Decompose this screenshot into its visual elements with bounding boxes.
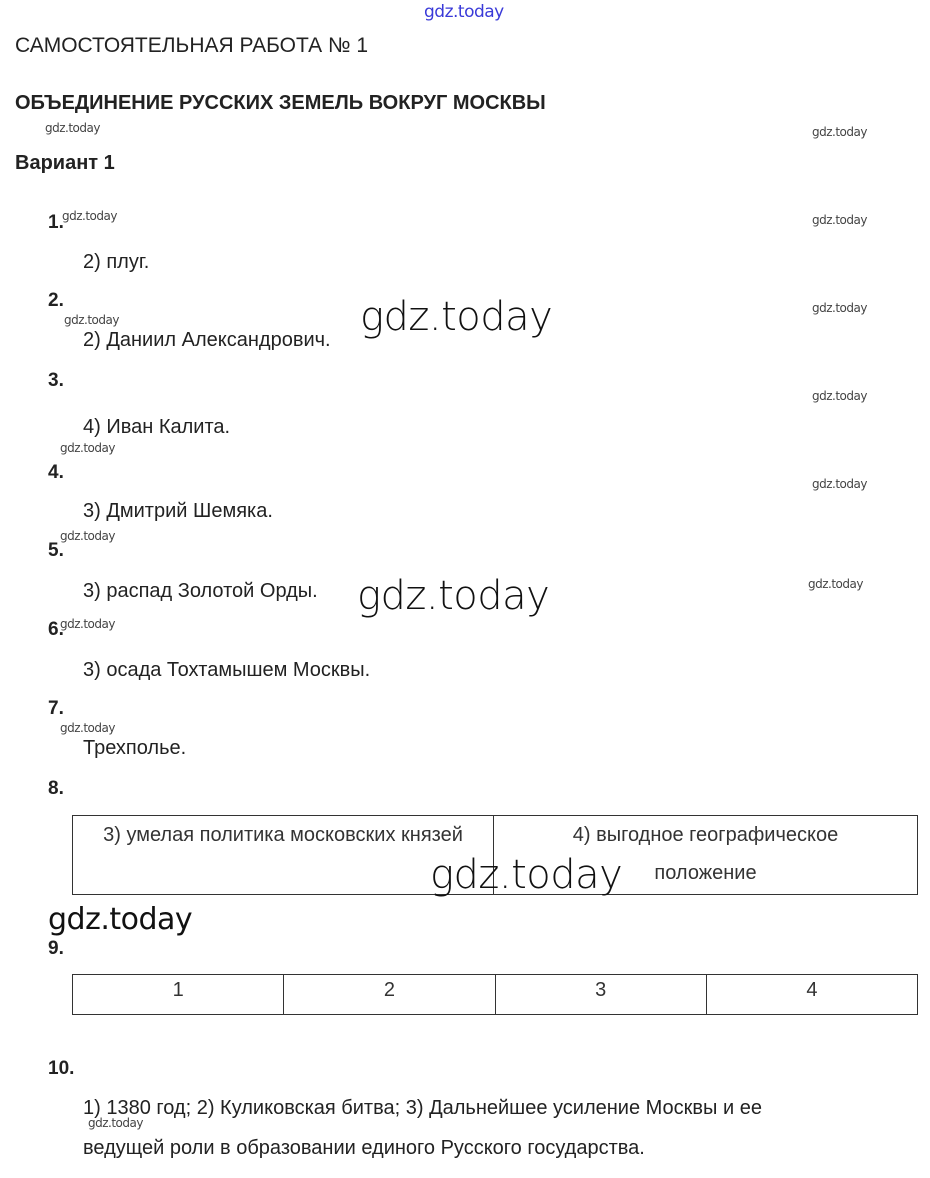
answer-text: 4) Иван Калита. xyxy=(83,416,231,438)
watermark: gdz.today xyxy=(64,313,119,327)
watermark: gdz.today xyxy=(60,441,115,455)
table-cell: 3) умелая политика московских князей xyxy=(73,816,494,895)
watermark: gdz.today xyxy=(62,209,117,223)
watermark: gdz.today xyxy=(424,2,504,22)
question-number: 2. xyxy=(48,290,64,311)
question-number: 7. xyxy=(48,698,64,719)
watermark: gdz.today xyxy=(808,577,863,591)
watermark: gdz.today xyxy=(88,1116,143,1130)
table-cell: 1 xyxy=(73,975,284,1015)
table-cell: 4) выгодное географическое положение xyxy=(494,816,918,895)
variant-heading: Вариант 1 xyxy=(15,152,115,174)
answer-table-9 xyxy=(72,974,918,1015)
watermark: gdz.today xyxy=(60,617,115,631)
watermark: gdz.today xyxy=(430,852,623,898)
watermark: gdz.today xyxy=(812,389,867,403)
question-number: 1. xyxy=(48,212,64,233)
watermark: gdz.today xyxy=(812,213,867,227)
answer-text: 2) Даниил Александрович. xyxy=(83,329,331,351)
question-number: 3. xyxy=(48,370,64,391)
answer-text: 2) плуг. xyxy=(83,251,150,273)
watermark: gdz.today xyxy=(812,301,867,315)
answer-text: 3) Дмитрий Шемяка. xyxy=(83,500,273,522)
question-number: 6. xyxy=(48,619,64,640)
answer-text: Трехполье. xyxy=(83,737,187,759)
answer-text: 3) распад Золотой Орды. xyxy=(83,580,318,602)
watermark: gdz.today xyxy=(60,721,115,735)
watermark: gdz.today xyxy=(360,294,553,340)
watermark: gdz.today xyxy=(60,529,115,543)
question-number: 10. xyxy=(48,1058,75,1079)
topic-heading: ОБЪЕДИНЕНИЕ РУССКИХ ЗЕМЕЛЬ ВОКРУГ МОСКВЫ xyxy=(15,92,546,114)
answer-text: 1) 1380 год; 2) Куликовская битва; 3) Дальнейшее усиление Москвы и ее xyxy=(83,1097,762,1119)
page-title: САМОСТОЯТЕЛЬНАЯ РАБОТА № 1 xyxy=(15,34,369,57)
question-number: 8. xyxy=(48,778,64,799)
watermark: gdz.today xyxy=(48,902,193,937)
table-cell: 3 xyxy=(495,975,706,1015)
watermark: gdz.today xyxy=(357,573,550,619)
table-cell: 4 xyxy=(706,975,917,1015)
watermark: gdz.today xyxy=(812,125,867,139)
watermark: gdz.today xyxy=(45,121,100,135)
table-cell: 2 xyxy=(284,975,495,1015)
question-number: 9. xyxy=(48,938,64,959)
answer-text: ведущей роли в образовании единого Русского государства. xyxy=(83,1137,645,1159)
answer-text: 3) осада Тохтамышем Москвы. xyxy=(83,659,371,681)
question-number: 4. xyxy=(48,462,64,483)
question-number: 5. xyxy=(48,540,64,561)
watermark: gdz.today xyxy=(812,477,867,491)
